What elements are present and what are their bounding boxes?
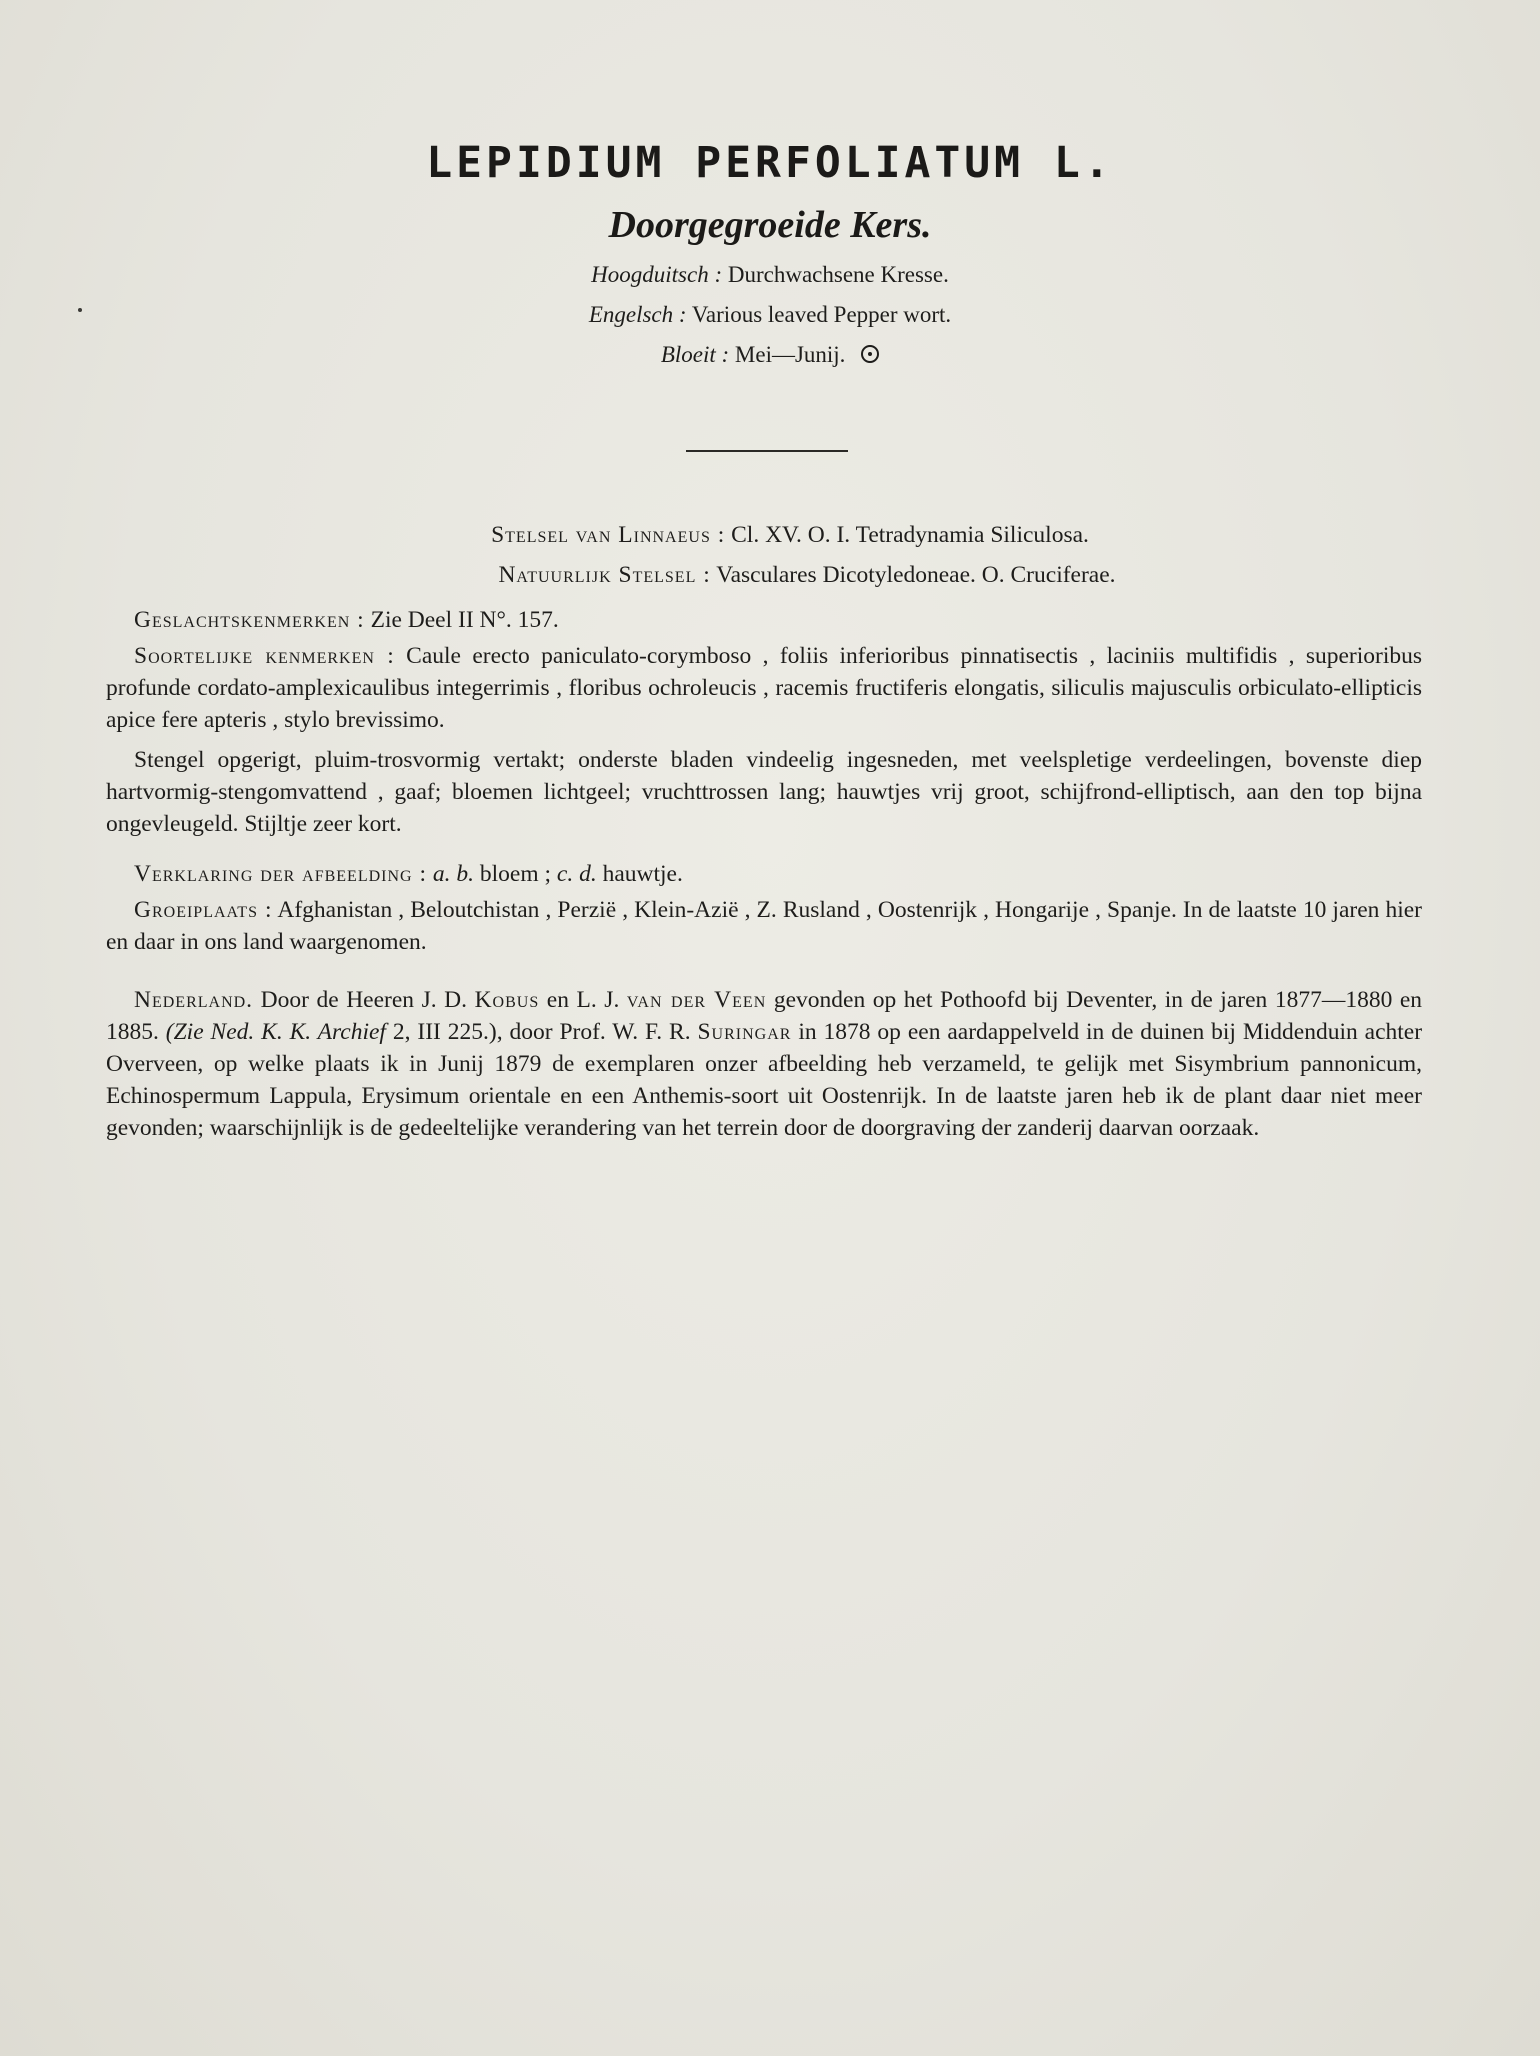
german-name-line bbox=[0, 262, 1540, 288]
linnaeus-value: Cl. XV. O. I. Tetradynamia Siliculosa. bbox=[731, 522, 1089, 548]
bloom-value: Mei—Junij. bbox=[734, 342, 846, 367]
habitat-value: Afghanistan , Beloutchistan , Perzië , Klein-Azië , Z. Rusland , Oostenrijk , Hongarije , Spanje. In de laatste 10 jaren hier en daar in ons land waargenomen. bbox=[106, 897, 1422, 955]
habitat-paragraph bbox=[106, 894, 1422, 958]
explanation-mid: bloem ; bbox=[479, 861, 552, 887]
english-label: Engelsch : bbox=[588, 302, 687, 327]
collector-van-der-veen: van der Veen bbox=[626, 987, 767, 1013]
explanation-a: a. b. bbox=[432, 861, 474, 887]
netherlands-text-2: en L. J. bbox=[546, 987, 620, 1013]
page-title: LEPIDIUM PERFOLIATUM L. bbox=[426, 138, 1114, 188]
natural-system-label: Natuurlijk Stelsel : bbox=[498, 562, 711, 588]
netherlands-paragraph bbox=[106, 984, 1422, 1144]
natural-system-value: Vasculares Dicotyledoneae. O. Cruciferae. bbox=[716, 562, 1116, 588]
annual-plant-symbol-icon bbox=[861, 345, 879, 363]
stem-text: Stengel opgerigt, pluim-trosvormig vertakt; onderste bladen vindeelig ingesneden, met veelspletige verdeelingen, bovenste diep hartvormig-stengomvattend , gaaf; bloemen lichtgeel; vruchttrossen lang; hauwtjes vrij groot, schijfrond-elliptisch, aan den top bijna ongevleugeld. Stijltje zeer kort. bbox=[106, 747, 1422, 837]
netherlands-text-1: Door de Heeren J. D. bbox=[260, 987, 468, 1013]
netherlands-text-5: in 1878 op een aardappelveld in de duinen bij Middenduin achter Overveen, op welke plaats ik in Junij 1879 de exemplaren onzer afbeelding heb verzameld, te gelijk met Sisymbrium pannonicum, Echinospermum Lappula, Erysimum orientale en een Anthemis-soort uit Oostenrijk. In de laatste jaren heb ik de plant daar niet meer gevonden; waarschijnlijk is de gedeeltelijke verandering van het terrein door de doorgraving der zanderij daarvan oorzaak. bbox=[106, 1019, 1423, 1141]
page-subtitle: Doorgegroeide Kers. bbox=[608, 204, 932, 246]
explanation-paragraph bbox=[106, 858, 1422, 890]
stem-paragraph bbox=[106, 744, 1422, 840]
english-value: Various leaved Pepper wort. bbox=[691, 302, 952, 327]
genus-value: Zie Deel II N°. 157. bbox=[370, 607, 559, 633]
explanation-end: hauwtje. bbox=[602, 861, 683, 887]
explanation-label: Verklaring der afbeelding : bbox=[134, 861, 427, 887]
german-value: Durchwachsene Kresse. bbox=[727, 262, 949, 287]
species-paragraph bbox=[106, 640, 1422, 736]
genus-label: Geslachtskenmerken : bbox=[134, 607, 365, 633]
explanation-c: c. d. bbox=[556, 861, 597, 887]
natural-system-line bbox=[0, 562, 1540, 589]
collector-kobus: Kobus bbox=[474, 987, 540, 1013]
linnaeus-label: Stelsel van Linnaeus : bbox=[491, 522, 726, 548]
species-value: Caule erecto paniculato-corymboso , foliis inferioribus pinnatisectis , laciniis multifidis , superioribus profunde cordato-amplexicaulibus integerrimis , floribus ochroleucis , racemis fructiferis elongatis, siliculis majusculis orbiculato-ellipticis apice fere apteris , stylo brevissimo. bbox=[106, 643, 1423, 733]
bloom-label: Bloeit : bbox=[660, 342, 730, 367]
netherlands-text-3: gevonden op het Pothoofd bij Deventer, in de jaren 1877—1880 en 1885. bbox=[106, 987, 1423, 1045]
genus-paragraph bbox=[106, 604, 1422, 636]
linnaeus-line bbox=[0, 522, 1540, 549]
netherlands-label: Nederland. bbox=[134, 987, 254, 1013]
species-label: Soortelijke kenmerken : bbox=[134, 643, 395, 669]
netherlands-reference: (Zie Ned. K. K. Archief bbox=[165, 1019, 386, 1045]
netherlands-text-4: 2, III 225.), door Prof. W. F. R. bbox=[392, 1019, 691, 1045]
german-label: Hoogduitsch : bbox=[591, 262, 723, 287]
habitat-label: Groeiplaats : bbox=[134, 897, 273, 923]
bloom-line bbox=[0, 342, 1540, 368]
collector-suringar: Suringar bbox=[697, 1019, 792, 1045]
english-name-line bbox=[0, 302, 1540, 328]
divider bbox=[686, 450, 848, 452]
